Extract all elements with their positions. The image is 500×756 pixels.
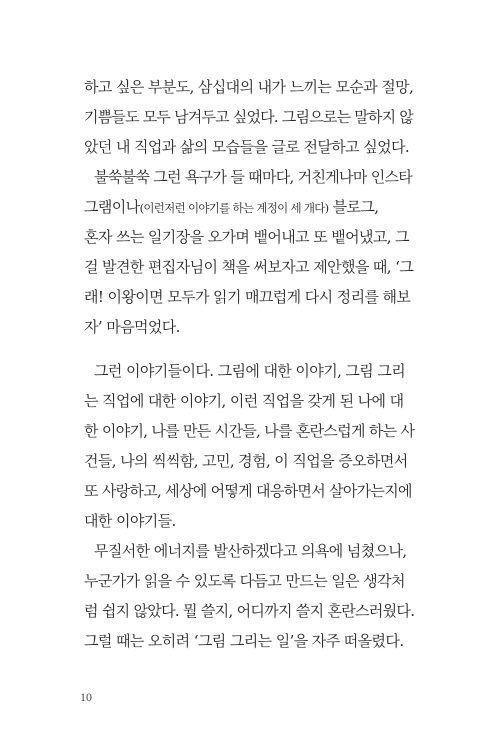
text-line: 는 직업에 대한 이야기, 이런 직업을 갖게 된 나에 대 [84, 392, 404, 410]
text-line: 누군가가 읽을 수 있도록 다듬고 만드는 일은 생각처 [84, 572, 405, 590]
text-line: 하고 싶은 부분도, 삼십대의 내가 느끼는 모순과 절망, [84, 78, 414, 96]
text-segment: 그램이나 [84, 198, 140, 216]
text-segment: 블로그, [328, 198, 379, 216]
text-line: 혼자 쓰는 일기장을 오가며 뱉어내고 또 뱉어냈고, 그 [84, 228, 410, 246]
text-line: 기쁨들도 모두 남겨두고 싶었다. 그림으로는 말하지 않 [84, 108, 413, 126]
text-line: 한 이야기, 나를 만든 시간들, 나를 혼란스럽게 하는 사 [84, 422, 415, 440]
text-line: 대한 이야기들. [84, 512, 176, 530]
text-line: 무질서한 에너지를 발산하겠다고 의욕에 넘쳤으나, [94, 542, 407, 560]
page-number: 10 [80, 690, 92, 704]
text-line: 또 사랑하고, 세상에 어떻게 대응하면서 살아가는지에 [84, 482, 412, 500]
text-line: 래! 이왕이면 모두가 읽기 매끄럽게 다시 정리를 해보 [84, 288, 411, 306]
small-note: (이런저런 이야기를 하는 계정이 세 개다) [139, 201, 329, 215]
text-line: 자’ 마음먹었다. [84, 318, 180, 336]
text-line: 불쑥불쑥 그런 욕구가 들 때마다, 거친게나마 인스타 [94, 168, 413, 186]
text-line: 럼 쉽지 않았다. 뭘 쓸지, 어디까지 쓸지 혼란스러웠다. [84, 602, 415, 620]
text-line: 걸 발견한 편집자님이 책을 써보자고 제안했을 때, ‘그 [84, 258, 414, 276]
paragraph-2 [84, 356, 414, 656]
text-line-mixed [84, 192, 414, 222]
text-line: 그럴 때는 오히려 ‘그림 그리는 일’을 자주 떠올렸다. [84, 632, 404, 650]
paragraph-1 [84, 72, 414, 342]
text-line: 건들, 나의 씩씩함, 고민, 경험, 이 직업을 증오하면서 [84, 452, 408, 470]
text-line: 았던 내 직업과 삶의 모습들을 글로 전달하고 싶었다. [84, 138, 410, 156]
text-line: 그런 이야기들이다. 그림에 대한 이야기, 그림 그리 [94, 362, 406, 380]
